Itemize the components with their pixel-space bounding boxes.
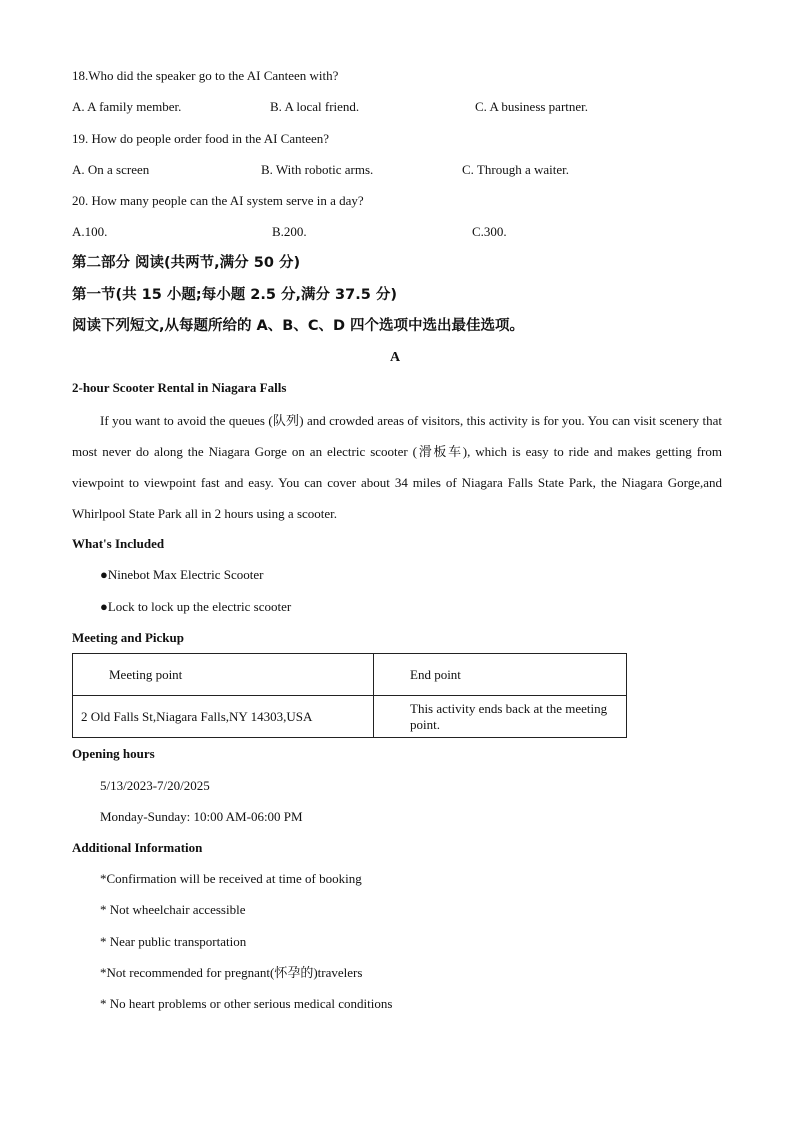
question-18-option-b: B. A local friend. bbox=[270, 99, 360, 114]
meeting-heading: Meeting and Pickup bbox=[72, 630, 184, 645]
table-cell-meeting-address: 2 Old Falls St,Niagara Falls,NY 14303,USA bbox=[73, 696, 374, 738]
table-header-end-point: End point bbox=[374, 654, 627, 696]
hours-times: Monday-Sunday: 10:00 AM-06:00 PM bbox=[100, 809, 303, 824]
table-cell-end-point: This activity ends back at the meeting point. bbox=[374, 696, 627, 738]
additional-item: * Not wheelchair accessible bbox=[100, 902, 246, 917]
passage-title: 2-hour Scooter Rental in Niagara Falls bbox=[72, 380, 287, 395]
passage-intro-text: If you want to avoid the queues (队列) and crowded areas of visitors, this activity is for you. You can visit scenery that most never do along the Niagara Gorge on an electric scooter (滑板车), which is easy to ride and makes getting from viewpoint to viewpoint fast and easy. You can cover about 34 miles of Niagara Falls State Park, the Niagara Gorge,and Whirlpool State Park all in 2 hours using a scooter. bbox=[72, 413, 722, 521]
reading-instruction: 阅读下列短文,从每题所给的 A、B、C、D 四个选项中选出最佳选项。 bbox=[72, 318, 525, 334]
included-item: ●Ninebot Max Electric Scooter bbox=[100, 567, 264, 582]
part-two-heading: 第二部分 阅读(共两节,满分 50 分) bbox=[72, 255, 301, 271]
table-header-meeting-point: Meeting point bbox=[73, 654, 374, 696]
question-20-stem: 20. How many people can the AI system serve in a day? bbox=[72, 193, 364, 208]
additional-item: *Confirmation will be received at time of booking bbox=[100, 871, 362, 886]
question-19-option-c: C. Through a waiter. bbox=[462, 162, 569, 177]
hours-heading: Opening hours bbox=[72, 746, 155, 761]
additional-item: *Not recommended for pregnant(怀孕的)travelers bbox=[100, 965, 363, 980]
question-18-option-c: C. A business partner. bbox=[475, 99, 589, 114]
question-20-option-a: A.100. bbox=[72, 224, 108, 239]
question-20-option-b: B.200. bbox=[272, 224, 307, 239]
passage-letter: A bbox=[390, 350, 401, 365]
included-item: ●Lock to lock up the electric scooter bbox=[100, 599, 292, 614]
question-19-stem: 19. How do people order food in the AI Canteen? bbox=[72, 131, 330, 146]
passage-intro bbox=[72, 405, 722, 529]
included-heading: What's Included bbox=[72, 536, 165, 551]
question-20-option-c: C.300. bbox=[472, 224, 507, 239]
question-18-option-a: A. A family member. bbox=[72, 99, 182, 114]
section-one-heading: 第一节(共 15 小题;每小题 2.5 分,满分 37.5 分) bbox=[72, 287, 397, 303]
meeting-table bbox=[72, 653, 627, 738]
table-row bbox=[73, 696, 627, 738]
question-19-option-a: A. On a screen bbox=[72, 162, 150, 177]
additional-item: * Near public transportation bbox=[100, 934, 247, 949]
additional-item: * No heart problems or other serious medical conditions bbox=[100, 996, 393, 1011]
question-19-option-b: B. With robotic arms. bbox=[261, 162, 374, 177]
table-header-row bbox=[73, 654, 627, 696]
question-18-stem: 18.Who did the speaker go to the AI Canteen with? bbox=[72, 68, 339, 83]
additional-heading: Additional Information bbox=[72, 840, 203, 855]
hours-dates: 5/13/2023-7/20/2025 bbox=[100, 778, 210, 793]
